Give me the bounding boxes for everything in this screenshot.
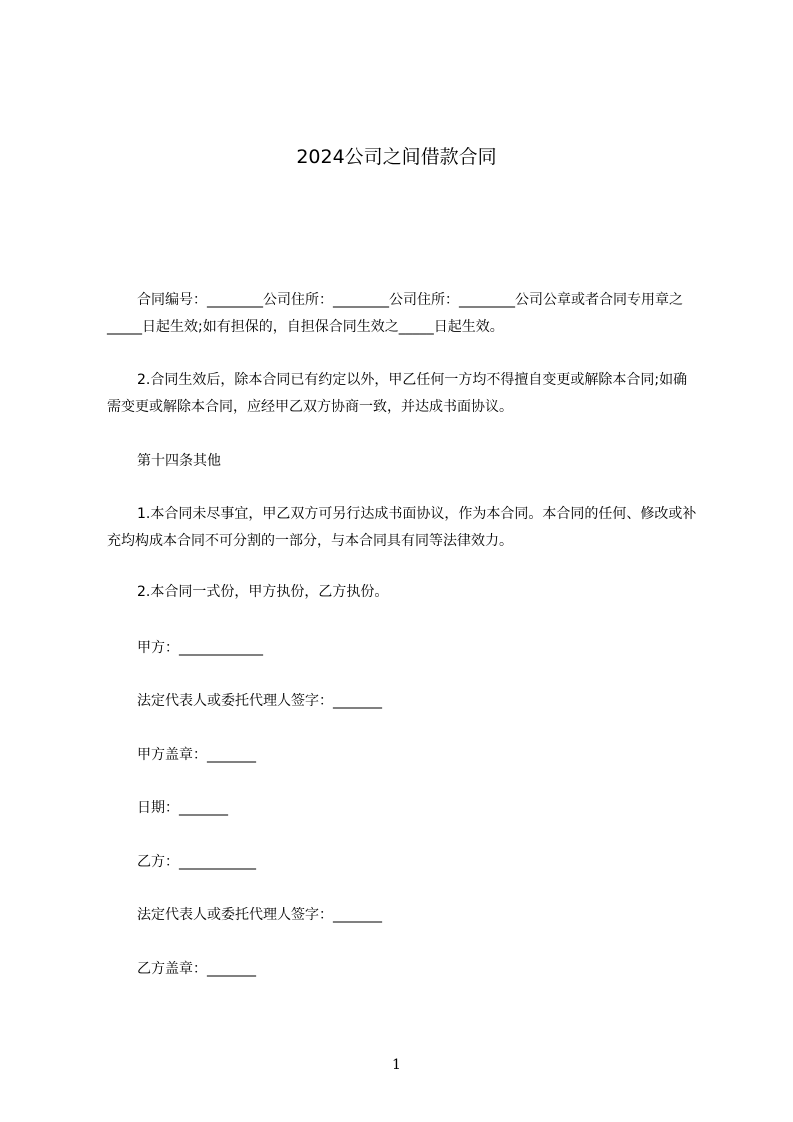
party-a-seal-line: 甲方盖章：_______ xyxy=(137,747,256,763)
supplementary-agreement-clause: 1.本合同未尽事宜，甲乙双方可另行达成书面协议，作为本合同。本合同的任何、修改或补充均构成本合同不可分割的一部分，与本合同具有同等法律效力。 xyxy=(107,506,697,549)
article-fourteen-heading: 第十四条其他 xyxy=(137,453,221,469)
copies-clause: 2.本合同一式份，甲方执份，乙方执份。 xyxy=(137,584,389,600)
party-b-line: 乙方：___________ xyxy=(137,854,256,870)
party-a-representative-signature-line: 法定代表人或委托代理人签字：_______ xyxy=(137,693,382,709)
contract-number-clause: 合同编号：________公司住所：________公司住所：________公司公章或者合同专用章之_____日起生效;如有担保的，自担保合同生效之_____日起生效。 xyxy=(107,292,683,335)
document-title: 2024公司之间借款合同 xyxy=(296,146,497,168)
page-number: 1 xyxy=(392,1057,401,1073)
party-b-seal-line: 乙方盖章：_______ xyxy=(137,961,256,977)
party-b-representative-signature-line: 法定代表人或委托代理人签字：_______ xyxy=(137,907,382,923)
amendment-clause: 2.合同生效后，除本合同已有约定以外，甲乙任何一方均不得擅自变更或解除本合同;如确需变更或解除本合同，应经甲乙双方协商一致，并达成书面协议。 xyxy=(107,372,688,415)
party-a-line: 甲方：____________ xyxy=(137,640,263,656)
date-line: 日期：_______ xyxy=(137,800,228,816)
